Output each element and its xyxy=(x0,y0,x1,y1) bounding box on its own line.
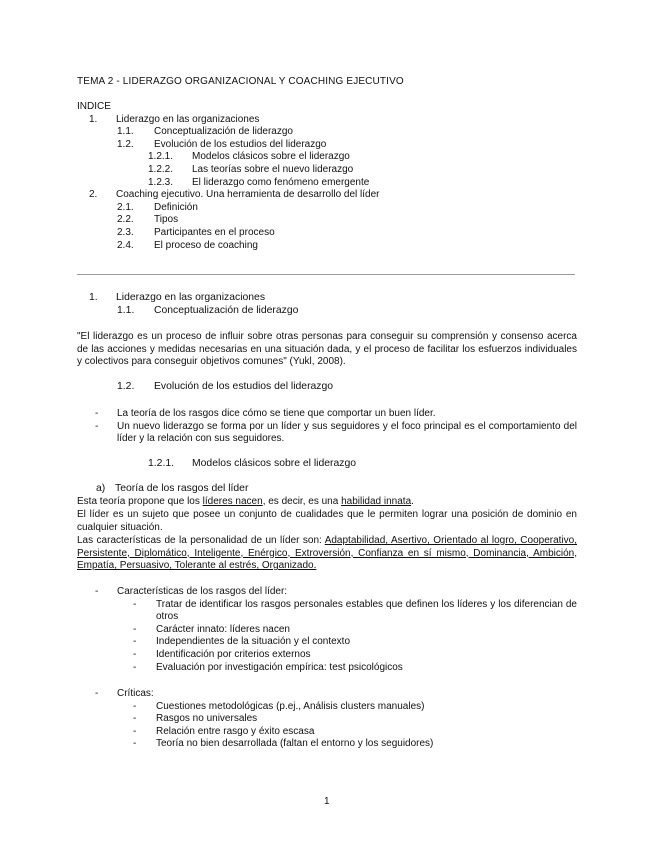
index-number: 1.2.2. xyxy=(148,163,174,175)
index-text: Evolución de los estudios del liderazgo xyxy=(154,138,327,150)
subsection-title: Teoría de los rasgos del líder xyxy=(115,483,249,494)
bullet-text: Un nuevo liderazgo se forma por un líder y sus seguidores y el foco principal es el comportamiento del líder y la relación con sus seguidores. xyxy=(117,420,577,445)
bullet-item xyxy=(77,421,577,446)
index-entry xyxy=(77,189,380,202)
index-number: 2.4. xyxy=(117,239,134,251)
section-title: Liderazgo en las organizaciones xyxy=(116,292,266,303)
index-number: 1.2.3. xyxy=(148,176,174,188)
index-entry xyxy=(77,226,275,240)
index-entry xyxy=(77,126,293,139)
index-text: Liderazgo en las organizaciones xyxy=(116,113,260,125)
sub-bullet-item xyxy=(77,726,577,739)
paragraph-lideres-nacen xyxy=(77,496,577,509)
sub-bullet-text: Rasgos no universales xyxy=(156,713,258,725)
section-1-2-heading xyxy=(117,381,334,394)
evolution-bullets xyxy=(77,408,577,446)
sub-bullet-item xyxy=(77,636,577,649)
index-label-row xyxy=(77,101,111,114)
index-number: 2.1. xyxy=(117,201,134,213)
index-entry xyxy=(77,239,258,253)
document-title: TEMA 2 - LIDERAZGO ORGANIZACIONAL Y COACHING EJECUTIVO xyxy=(77,76,404,87)
page-number: 1 xyxy=(324,796,330,807)
section-1-2-1-heading xyxy=(148,458,357,471)
index-number: 2.2. xyxy=(117,214,134,226)
sub-bullet-text: Identificación por criterios externos xyxy=(156,648,311,660)
sub-bullet-item xyxy=(77,649,577,662)
bullet-item xyxy=(77,586,577,599)
caracteristicas-list xyxy=(77,586,577,674)
sub-bullet-dash: - xyxy=(133,713,137,725)
index-entry xyxy=(77,113,260,127)
section-number: 1. xyxy=(89,292,98,303)
paragraph-definition-lider: El líder es un sujeto que posee un conjunto de cualidades que le permiten lograr una posición de dominio en cualquier situación. xyxy=(77,509,577,533)
index-entry xyxy=(77,138,327,152)
index-entry xyxy=(77,163,354,177)
sub-bullet-dash: - xyxy=(133,700,137,712)
sub-bullet-dash: - xyxy=(133,648,137,660)
index-number: 2.3. xyxy=(117,226,134,238)
sub-bullet-text: Tratar de identificar los rasgos personales estables que definen los líderes y los diferencian de otros xyxy=(156,598,577,623)
index-text: Definición xyxy=(154,201,198,213)
sub-bullet-dash: - xyxy=(133,598,137,610)
index-text: Coaching ejecutivo. Una herramienta de desarrollo del líder xyxy=(116,189,380,201)
sub-bullet-dash: - xyxy=(133,725,137,737)
sub-bullet-item xyxy=(77,624,577,637)
text-run: , es decir, es una xyxy=(262,496,342,507)
index-entry xyxy=(77,176,370,190)
sub-bullet-text: Carácter innato: líderes nacen xyxy=(156,623,290,635)
bullet-text: Características de los rasgos del líder: xyxy=(117,586,288,597)
bullet-text: Críticas: xyxy=(117,688,154,699)
paragraph-caracteristicas xyxy=(77,535,577,573)
underlined-term: líderes nacen xyxy=(202,496,263,507)
section-number: 1.2.1. xyxy=(148,458,174,469)
index-number: 1.2.1. xyxy=(148,151,174,163)
subsection-letter: a) xyxy=(96,483,106,494)
section-number: 1.1. xyxy=(117,305,135,316)
index-number: 1. xyxy=(89,113,98,125)
section-number: 1.2. xyxy=(117,381,135,392)
index-entry xyxy=(77,201,198,215)
index-entry xyxy=(77,214,179,227)
definition-quote: "El liderazgo es un proceso de influir sobre otras personas para conseguir su comprensión y consenso acerca de las acciones y medidas necesarias en una situación dada, y el proceso de facilitar los esfuerzos individuales y colectivos para conseguir objetivos comunes" (Yukl, 2008). xyxy=(77,331,577,368)
criticas-list xyxy=(77,688,577,751)
bullet-dash: - xyxy=(95,420,99,432)
index-text: Participantes en el proceso xyxy=(154,226,275,238)
index-label: INDICE xyxy=(77,101,111,112)
underlined-trait-list: Adaptabilidad, Asertivo, Orientado al logro, Cooperativo, Persistente, Diplomático, Inteligente, Enérgico, Extroversión, Confianza en sí mismo, Dominancia, Ambición, Empatía, Persuasivo, Tolerante al estrés, Organizado. xyxy=(77,535,578,572)
index-text: Las teorías sobre el nuevo liderazgo xyxy=(192,163,354,175)
bullet-item xyxy=(77,688,577,701)
text-run: Las características de la personalidad de un líder son: xyxy=(77,535,325,546)
table-of-contents xyxy=(77,101,380,252)
index-text: Modelos clásicos sobre el liderazgo xyxy=(192,151,350,163)
bullet-dash: - xyxy=(95,688,99,699)
bullet-text: La teoría de los rasgos dice cómo se tiene que comportar un buen líder. xyxy=(117,408,436,419)
underlined-term: habilidad innata xyxy=(341,496,412,507)
sub-bullet-item xyxy=(77,662,577,675)
sub-bullet-text: Evaluación por investigación empírica: test psicológicos xyxy=(156,661,403,673)
sub-bullet-dash: - xyxy=(133,661,137,673)
sub-bullet-text: Cuestiones metodológicas (p.ej., Análisis clusters manuales) xyxy=(156,700,425,712)
bullet-dash: - xyxy=(95,586,99,597)
section-title: Conceptualización de liderazgo xyxy=(154,305,299,316)
sub-bullet-dash: - xyxy=(133,636,137,648)
bullet-item xyxy=(77,408,577,421)
sub-bullet-text: Relación entre rasgo y éxito escasa xyxy=(156,725,315,737)
sub-bullet-dash: - xyxy=(133,623,137,635)
section-title: Modelos clásicos sobre el liderazgo xyxy=(192,458,357,469)
section-title: Evolución de los estudios del liderazgo xyxy=(154,381,334,392)
bullet-dash: - xyxy=(95,408,99,419)
sub-bullet-item xyxy=(77,599,577,624)
index-number: 1.1. xyxy=(117,126,134,138)
index-text: Tipos xyxy=(154,214,179,226)
subsection-a-heading xyxy=(96,483,249,496)
sub-bullet-text: Teoría no bien desarrollada (faltan el entorno y los seguidores) xyxy=(156,738,434,750)
sub-bullet-dash: - xyxy=(133,738,137,750)
horizontal-rule xyxy=(77,274,575,275)
index-text: El proceso de coaching xyxy=(154,239,258,251)
sub-bullet-item xyxy=(77,713,577,726)
text-run: . xyxy=(411,496,414,507)
index-number: 1.2. xyxy=(117,138,134,150)
text-run: Esta teoría propone que los xyxy=(77,496,203,507)
index-number: 2. xyxy=(89,189,98,201)
index-entry xyxy=(77,151,350,164)
sub-bullet-item xyxy=(77,738,577,751)
index-text: El liderazgo como fenómeno emergente xyxy=(192,176,370,188)
sub-bullet-text: Independientes de la situación y el contexto xyxy=(156,636,351,648)
index-text: Conceptualización de liderazgo xyxy=(154,126,293,138)
sub-bullet-item xyxy=(77,701,577,714)
